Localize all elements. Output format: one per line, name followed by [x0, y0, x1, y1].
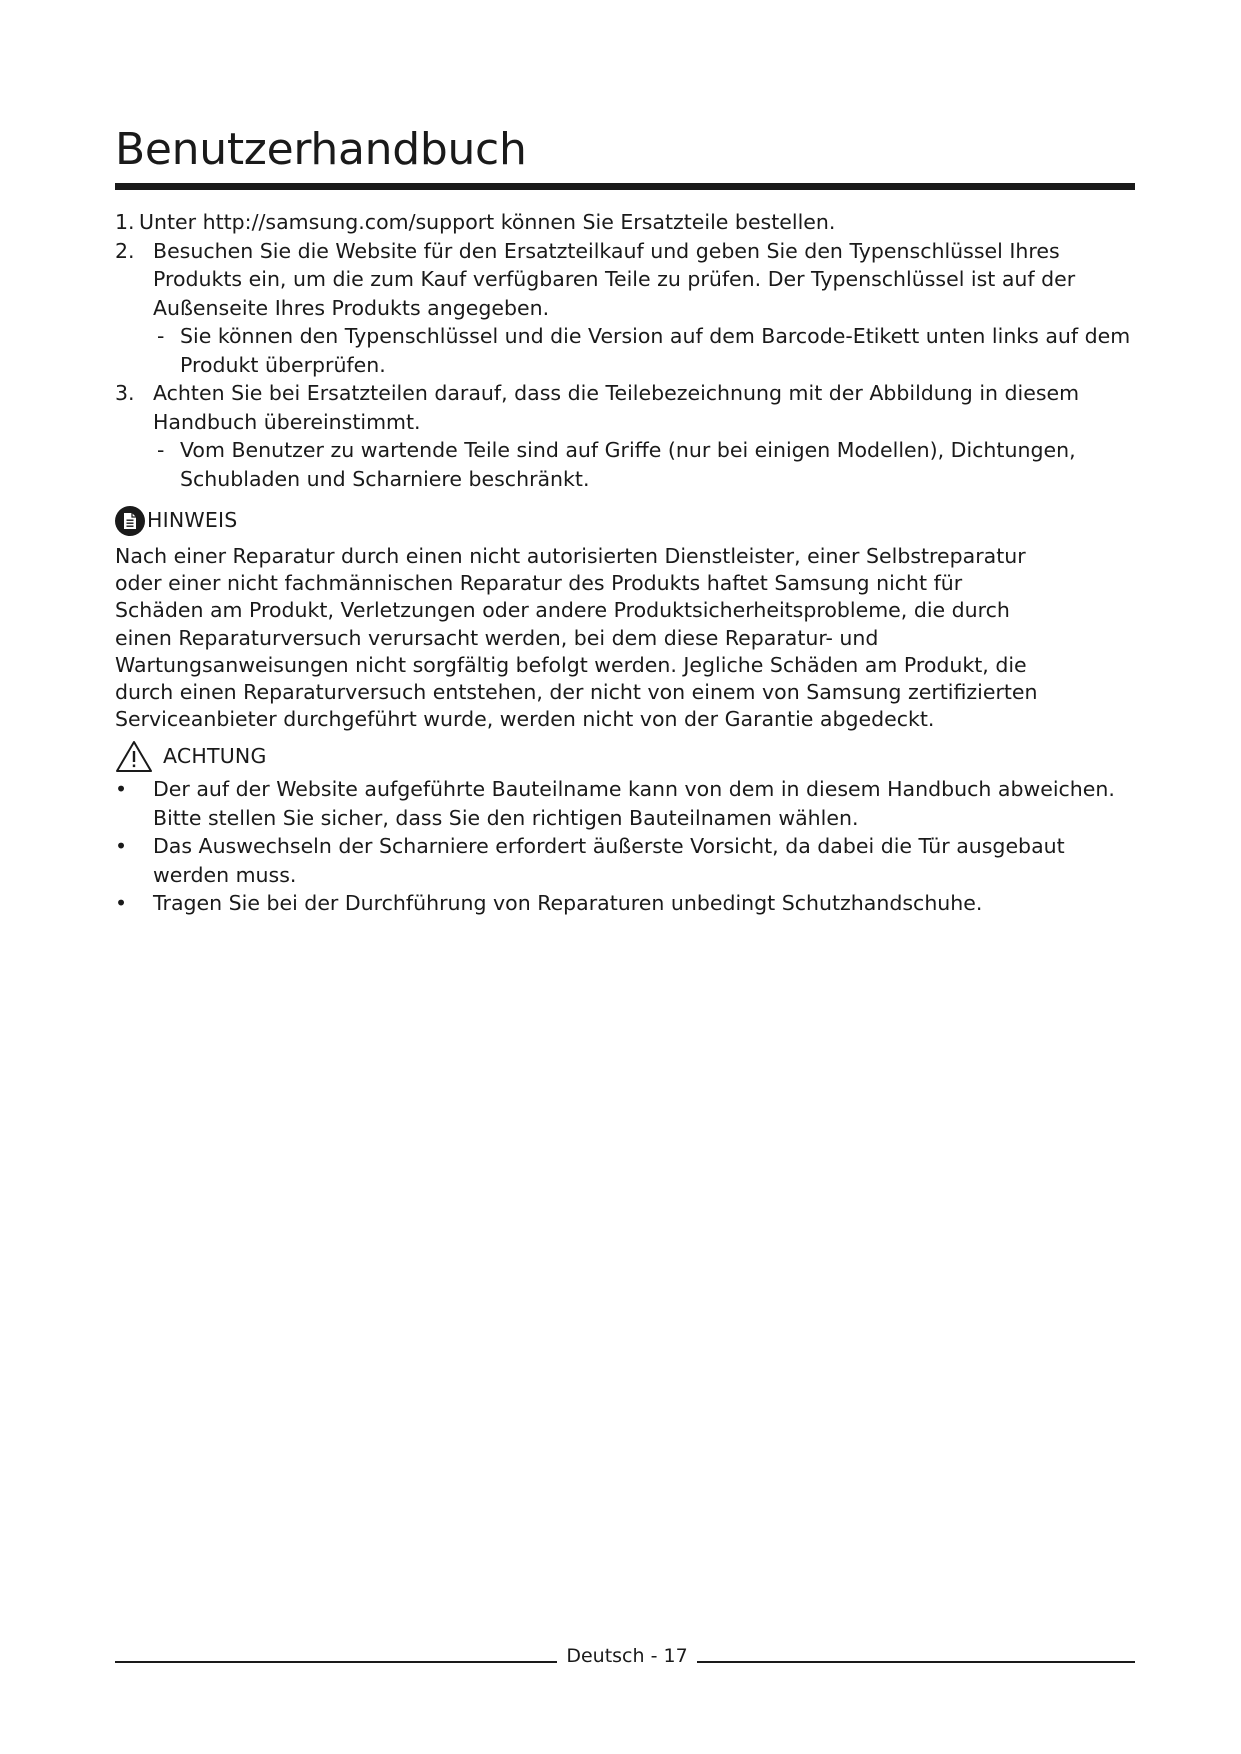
sub-item	[153, 436, 1135, 493]
list-item	[115, 208, 1135, 237]
bullet-marker: •	[115, 834, 128, 859]
note-icon	[115, 506, 145, 536]
steps-list	[115, 208, 1135, 493]
note-label: HINWEIS	[147, 508, 238, 533]
warning-label: ACHTUNG	[163, 744, 267, 769]
bullet-text: Tragen Sie bei der Durchführung von Reparaturen unbedingt Schutzhandschuhe.	[153, 891, 983, 916]
list-item	[115, 237, 1135, 380]
step-text: Achten Sie bei Ersatzteilen darauf, dass die Teilebezeichnung mit der Abbildung in diesem Handbuch übereinstimmt.	[153, 381, 1080, 434]
step-number: 3.	[115, 381, 135, 405]
bullet-text: Das Auswechseln der Scharniere erfordert äußerste Vorsicht, da dabei die Tür ausgebaut werden muss.	[153, 834, 1065, 887]
list-item	[115, 832, 1135, 889]
page-title: Benutzerhandbuch	[115, 124, 527, 175]
bullet-marker: •	[115, 777, 128, 802]
note-heading	[115, 504, 1135, 537]
dash-marker: -	[157, 438, 165, 462]
step-number: 2.	[115, 238, 135, 263]
sub-list	[153, 436, 1135, 493]
bullet-marker: •	[115, 891, 128, 916]
bullet-text: Der auf der Website aufgeführte Bauteilname kann von dem in diesem Handbuch abweichen. Bitte stellen Sie sicher, dass Sie den richtigen Bauteilnamen wählen.	[153, 777, 1115, 830]
warning-triangle-icon	[115, 740, 153, 773]
footer-rule-left	[115, 1661, 557, 1663]
page-footer	[115, 1641, 1135, 1671]
step-number: 1.	[115, 210, 135, 234]
step-text: Besuchen Sie die Website für den Ersatzteilkauf und geben Sie den Typenschlüssel Ihres Produkts ein, um die zum Kauf verfügbaren Teile zu prüfen. Der Typenschlüssel ist auf der Außenseite Ihres Produkts angegeben.	[153, 238, 1076, 320]
list-item	[115, 775, 1135, 832]
list-item	[115, 889, 1135, 918]
content	[115, 208, 1135, 918]
sub-text: Vom Benutzer zu wartende Teile sind auf Griffe (nur bei einigen Modellen), Dichtungen, Schubladen und Scharniere beschränkt.	[180, 438, 1076, 491]
footer-rule-right	[697, 1661, 1135, 1663]
page-number: Deutsch - 17	[566, 1645, 688, 1667]
warning-heading	[115, 739, 1135, 773]
sub-item	[153, 322, 1135, 379]
sub-text: Sie können den Typenschlüssel und die Version auf dem Barcode-Etikett unten links auf dem Produkt überprüfen.	[180, 324, 1131, 377]
step-text: Unter http://samsung.com/support können Sie Ersatzteile bestellen.	[139, 210, 836, 234]
sub-list	[153, 322, 1135, 379]
note-text: Nach einer Reparatur durch einen nicht autorisierten Dienstleister, einer Selbstreparatur oder einer nicht fachmännischen Reparatur des Produkts haftet Samsung nicht für Schäden am Produkt, Verletzungen oder andere Produktsicherheitsprobleme, die durch einen Reparaturversuch verursacht werden, bei dem diese Reparatur- und Wartungsanweisungen nicht sorgfältig befolgt werden. Jegliche Schäden am Produkt, die durch einen Reparaturversuch entstehen, der nicht von einem von Samsung zertifizierten Serviceanbieter durchgeführt wurde, werden nicht von der Garantie abgedeckt.	[115, 544, 1038, 732]
title-rule	[115, 183, 1135, 190]
dash-marker: -	[157, 324, 165, 348]
list-item	[115, 379, 1135, 493]
warning-list	[115, 775, 1135, 918]
